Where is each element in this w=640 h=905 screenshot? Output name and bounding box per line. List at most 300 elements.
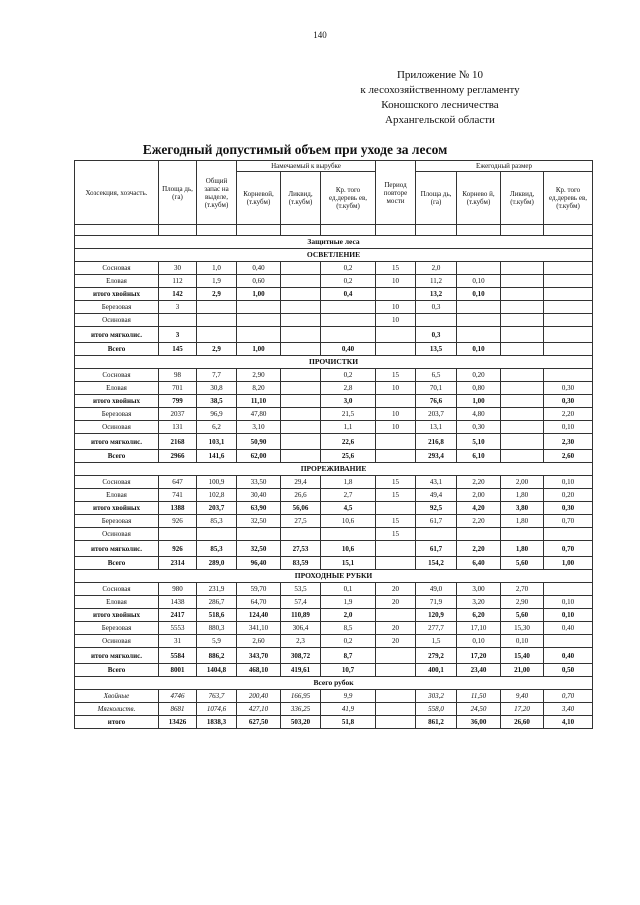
- table-cell: 0,1: [321, 583, 376, 596]
- table-cell: 0,30: [544, 395, 593, 408]
- table-cell: 880,3: [197, 622, 237, 635]
- table-cell: 647: [159, 476, 197, 489]
- table-cell: 0,30: [457, 421, 501, 434]
- table-cell: 15,40: [501, 648, 544, 664]
- table-cell: 503,20: [281, 716, 321, 729]
- table-cell: 0,10: [544, 476, 593, 489]
- table-cell: 166,95: [281, 690, 321, 703]
- table-cell: [544, 314, 593, 327]
- section-label: ОСВЕТЛЕНИЕ: [75, 249, 593, 262]
- table-cell: 1,80: [501, 489, 544, 502]
- table-cell: 15: [376, 528, 416, 541]
- table-cell: 0,10: [544, 596, 593, 609]
- table-cell: 286,7: [197, 596, 237, 609]
- table-cell: 27,53: [281, 541, 321, 557]
- table-cell: 306,4: [281, 622, 321, 635]
- header-spacer: [321, 225, 376, 236]
- table-row: [75, 434, 593, 450]
- section-label: ПРОРЕЖИВАНИЕ: [75, 463, 593, 476]
- table-row: [75, 622, 593, 635]
- table-cell: 0,2: [321, 262, 376, 275]
- appendix-line: Приложение № 10: [396, 69, 484, 81]
- table-cell: 343,70: [237, 648, 281, 664]
- table-cell: 64,70: [237, 596, 281, 609]
- header-liquid: Ликвид, (т.кубм): [281, 172, 321, 225]
- table-cell: [237, 327, 281, 343]
- table-row: [75, 635, 593, 648]
- table-cell: [501, 314, 544, 327]
- table-row: [75, 703, 593, 716]
- table-cell: [197, 301, 237, 314]
- header-annual-area: Площа дь, (га): [416, 172, 457, 225]
- row-label: Сосновая: [75, 583, 159, 596]
- table-cell: 8001: [159, 664, 197, 677]
- table-cell: 2,90: [237, 369, 281, 382]
- table-cell: 2,60: [237, 635, 281, 648]
- table-cell: 1,0: [197, 262, 237, 275]
- table-cell: 2,90: [501, 596, 544, 609]
- table-cell: 23,40: [457, 664, 501, 677]
- table-cell: 100,9: [197, 476, 237, 489]
- table-cell: 96,40: [237, 557, 281, 570]
- table-row: [75, 528, 593, 541]
- table-cell: [376, 716, 416, 729]
- table-cell: 6,20: [457, 609, 501, 622]
- table-cell: 10: [376, 275, 416, 288]
- table-cell: 0,2: [321, 275, 376, 288]
- table-cell: 2,00: [457, 489, 501, 502]
- table-cell: 154,2: [416, 557, 457, 570]
- table-row: [75, 369, 593, 382]
- row-label: Еловая: [75, 596, 159, 609]
- table-cell: 7,7: [197, 369, 237, 382]
- table-cell: 47,80: [237, 408, 281, 421]
- table-cell: 30: [159, 262, 197, 275]
- table-cell: 22,6: [321, 434, 376, 450]
- table-cell: [281, 395, 321, 408]
- table-cell: 2,0: [321, 609, 376, 622]
- table-cell: 2314: [159, 557, 197, 570]
- table-cell: 15,30: [501, 622, 544, 635]
- table-row: [75, 288, 593, 301]
- table-cell: 293,4: [416, 450, 457, 463]
- table-cell: 10: [376, 421, 416, 434]
- table-cell: 1074,6: [197, 703, 237, 716]
- table-cell: 2,70: [501, 583, 544, 596]
- table-cell: [321, 327, 376, 343]
- table-cell: [159, 528, 197, 541]
- header-incl: Кр. того ед.деревь ев, (т.кубм): [321, 172, 376, 225]
- table-cell: 1438: [159, 596, 197, 609]
- table-cell: 2,20: [457, 515, 501, 528]
- table-row: [75, 502, 593, 515]
- table-cell: 10,6: [321, 515, 376, 528]
- table-row: [75, 515, 593, 528]
- table-cell: 1,00: [237, 288, 281, 301]
- table-cell: 0,2: [321, 635, 376, 648]
- table-cell: [501, 275, 544, 288]
- table-row: [75, 690, 593, 703]
- table-cell: 926: [159, 515, 197, 528]
- table-cell: 15: [376, 262, 416, 275]
- table-cell: 92,5: [416, 502, 457, 515]
- table-cell: [501, 408, 544, 421]
- table-cell: 20: [376, 596, 416, 609]
- table-cell: 56,06: [281, 502, 321, 515]
- table-cell: 0,80: [457, 382, 501, 395]
- table-cell: [544, 275, 593, 288]
- table-cell: 3,40: [544, 703, 593, 716]
- table-body: [75, 236, 593, 729]
- table-cell: 32,50: [237, 515, 281, 528]
- table-row: [75, 395, 593, 408]
- table-cell: [501, 288, 544, 301]
- table-cell: 0,30: [544, 382, 593, 395]
- table-cell: 15: [376, 369, 416, 382]
- table-cell: 468,10: [237, 664, 281, 677]
- header-annual-incl: Кр. того ед.деревь ев, (т.кубм): [544, 172, 593, 225]
- row-label: Всего: [75, 450, 159, 463]
- table-cell: 3,20: [457, 596, 501, 609]
- header-annual: Ежегодный размер: [416, 161, 593, 172]
- table-cell: 85,3: [197, 541, 237, 557]
- table-cell: 341,10: [237, 622, 281, 635]
- table-cell: [321, 301, 376, 314]
- header-planned: Намечаемый к вырубке: [237, 161, 376, 172]
- table-cell: 6,5: [416, 369, 457, 382]
- table-cell: 303,2: [416, 690, 457, 703]
- header-hozsection: Хозсекция, хозчасть.: [75, 161, 159, 225]
- table-cell: 0,10: [457, 275, 501, 288]
- section-row: [75, 249, 593, 262]
- row-label: Еловая: [75, 382, 159, 395]
- table-cell: [281, 343, 321, 356]
- table-cell: 0,40: [321, 343, 376, 356]
- table-cell: [544, 343, 593, 356]
- table-cell: 11,10: [237, 395, 281, 408]
- table-cell: 24,50: [457, 703, 501, 716]
- table-cell: 76,6: [416, 395, 457, 408]
- table-cell: 112: [159, 275, 197, 288]
- table-cell: 120,9: [416, 609, 457, 622]
- table-cell: 0,40: [237, 262, 281, 275]
- table-cell: [501, 327, 544, 343]
- table-cell: 20: [376, 635, 416, 648]
- appendix-line: Коношского лесничества: [381, 99, 499, 111]
- table-cell: [281, 369, 321, 382]
- header-area: Площа дь, (га): [159, 161, 197, 225]
- header-spacer: [501, 225, 544, 236]
- table-cell: [457, 262, 501, 275]
- table-cell: 8681: [159, 703, 197, 716]
- table-cell: 0,10: [544, 609, 593, 622]
- table-cell: 0,40: [544, 622, 593, 635]
- table-cell: 0,70: [544, 515, 593, 528]
- table-cell: 31: [159, 635, 197, 648]
- page-number: 140: [313, 30, 327, 40]
- table-cell: 49,0: [416, 583, 457, 596]
- table-cell: 36,00: [457, 716, 501, 729]
- table-cell: [416, 528, 457, 541]
- table-cell: 50,90: [237, 434, 281, 450]
- table-cell: 10,7: [321, 664, 376, 677]
- table-cell: [376, 343, 416, 356]
- row-label: Еловая: [75, 275, 159, 288]
- table-cell: 8,5: [321, 622, 376, 635]
- table-cell: 102,8: [197, 489, 237, 502]
- table-cell: 10: [376, 382, 416, 395]
- table-cell: [457, 327, 501, 343]
- table-cell: 6,10: [457, 450, 501, 463]
- header-spacer: [457, 225, 501, 236]
- table-cell: 1,00: [237, 343, 281, 356]
- table-cell: 627,50: [237, 716, 281, 729]
- table-cell: [237, 314, 281, 327]
- table-cell: 4,20: [457, 502, 501, 515]
- table-cell: 11,50: [457, 690, 501, 703]
- table-cell: [159, 314, 197, 327]
- table-cell: [501, 343, 544, 356]
- table-cell: 53,5: [281, 583, 321, 596]
- appendix-line: Архангельской области: [385, 114, 495, 126]
- row-label: Осиновая: [75, 421, 159, 434]
- table-cell: 8,20: [237, 382, 281, 395]
- row-label: Осиновая: [75, 528, 159, 541]
- table-cell: 10: [376, 408, 416, 421]
- table-cell: 2037: [159, 408, 197, 421]
- table-cell: 20: [376, 583, 416, 596]
- table-cell: 145: [159, 343, 197, 356]
- table-cell: 57,4: [281, 596, 321, 609]
- section-row: [75, 677, 593, 690]
- row-label: Еловая: [75, 489, 159, 502]
- table-cell: 10: [376, 314, 416, 327]
- table-cell: 0,10: [544, 421, 593, 434]
- table-cell: 0,10: [457, 288, 501, 301]
- table-cell: 5553: [159, 622, 197, 635]
- table-cell: 25,6: [321, 450, 376, 463]
- table-cell: 926: [159, 541, 197, 557]
- table-cell: [501, 528, 544, 541]
- table-cell: 1,1: [321, 421, 376, 434]
- table-cell: 33,50: [237, 476, 281, 489]
- table-cell: 85,3: [197, 515, 237, 528]
- table-cell: 3,10: [237, 421, 281, 434]
- table-cell: [544, 528, 593, 541]
- section-label: ПРОХОДНЫЕ РУБКИ: [75, 570, 593, 583]
- row-label: итого хвойных: [75, 395, 159, 408]
- table-cell: 62,00: [237, 450, 281, 463]
- table-cell: 0,4: [321, 288, 376, 301]
- table-cell: 2966: [159, 450, 197, 463]
- table-cell: 289,0: [197, 557, 237, 570]
- table-cell: 200,40: [237, 690, 281, 703]
- table-cell: [321, 314, 376, 327]
- table-cell: 0,10: [457, 343, 501, 356]
- header-stock: Общий запас на выделе, (т.кубм): [197, 161, 237, 225]
- section-row: [75, 236, 593, 249]
- table-cell: 13,5: [416, 343, 457, 356]
- table-cell: [376, 327, 416, 343]
- table-cell: [376, 690, 416, 703]
- header-annual-liquid: Ликвид, (т.кубм): [501, 172, 544, 225]
- table-cell: 2,3: [281, 635, 321, 648]
- table-cell: 1,9: [197, 275, 237, 288]
- table-cell: 308,72: [281, 648, 321, 664]
- table-cell: 61,7: [416, 515, 457, 528]
- header-annual-root: Корнево й, (т.кубм): [457, 172, 501, 225]
- table-cell: 26,6: [281, 489, 321, 502]
- table-cell: [544, 635, 593, 648]
- row-label: Сосновая: [75, 476, 159, 489]
- row-label: итого мягколис.: [75, 434, 159, 450]
- row-label: итого мягколис.: [75, 327, 159, 343]
- table-cell: 799: [159, 395, 197, 408]
- table-row: [75, 382, 593, 395]
- table-cell: 4,10: [544, 716, 593, 729]
- row-label: Всего: [75, 664, 159, 677]
- table-cell: 29,4: [281, 476, 321, 489]
- appendix-line: к лесохозяйственному регламенту: [360, 84, 520, 96]
- header-spacer: [75, 225, 159, 236]
- table-cell: [281, 450, 321, 463]
- table-cell: 71,9: [416, 596, 457, 609]
- table-row: [75, 596, 593, 609]
- table-cell: 61,7: [416, 541, 457, 557]
- table-cell: 15: [376, 515, 416, 528]
- table-cell: 17,10: [457, 622, 501, 635]
- table-cell: 2417: [159, 609, 197, 622]
- table-cell: [376, 703, 416, 716]
- table-cell: 0,3: [416, 327, 457, 343]
- header-spacer: [159, 225, 197, 236]
- table-cell: [376, 648, 416, 664]
- table-cell: 2,00: [501, 476, 544, 489]
- row-label: Березовая: [75, 622, 159, 635]
- table-cell: 741: [159, 489, 197, 502]
- table-cell: 2,20: [544, 408, 593, 421]
- table-cell: [281, 262, 321, 275]
- table-cell: 5,10: [457, 434, 501, 450]
- table-cell: [281, 528, 321, 541]
- table-cell: 83,59: [281, 557, 321, 570]
- table-cell: [501, 421, 544, 434]
- table-cell: 2,8: [321, 382, 376, 395]
- table-cell: 21,00: [501, 664, 544, 677]
- table-cell: [501, 369, 544, 382]
- table-cell: 30,8: [197, 382, 237, 395]
- table-cell: 3,00: [457, 583, 501, 596]
- table-cell: [376, 395, 416, 408]
- table-cell: 1404,8: [197, 664, 237, 677]
- table-cell: 1,5: [416, 635, 457, 648]
- table-cell: 142: [159, 288, 197, 301]
- table-cell: 886,2: [197, 648, 237, 664]
- table-cell: [501, 395, 544, 408]
- table-cell: 400,1: [416, 664, 457, 677]
- table-cell: 1,8: [321, 476, 376, 489]
- table-cell: 63,90: [237, 502, 281, 515]
- table-cell: 279,2: [416, 648, 457, 664]
- table-cell: [281, 314, 321, 327]
- table-cell: [281, 421, 321, 434]
- table-cell: [544, 583, 593, 596]
- table-cell: 6,40: [457, 557, 501, 570]
- table-cell: 59,70: [237, 583, 281, 596]
- table-cell: 2,9: [197, 288, 237, 301]
- table-cell: 9,40: [501, 690, 544, 703]
- table-cell: 17,20: [501, 703, 544, 716]
- table-cell: [457, 528, 501, 541]
- table-cell: [501, 262, 544, 275]
- row-label: Березовая: [75, 301, 159, 314]
- table-cell: 8,7: [321, 648, 376, 664]
- table-cell: 10,6: [321, 541, 376, 557]
- table-cell: 38,5: [197, 395, 237, 408]
- table-cell: [281, 327, 321, 343]
- table-cell: 9,9: [321, 690, 376, 703]
- table-cell: [281, 301, 321, 314]
- table-cell: 4,80: [457, 408, 501, 421]
- table-cell: 0,50: [544, 664, 593, 677]
- header-spacer: [281, 225, 321, 236]
- row-label: Хвойные: [75, 690, 159, 703]
- table-row: [75, 609, 593, 622]
- table-row: [75, 450, 593, 463]
- table-cell: 216,8: [416, 434, 457, 450]
- row-label: итого мягколис.: [75, 541, 159, 557]
- table-cell: 11,2: [416, 275, 457, 288]
- table-cell: [281, 382, 321, 395]
- section-row: [75, 463, 593, 476]
- table-cell: 5,9: [197, 635, 237, 648]
- table-cell: 4746: [159, 690, 197, 703]
- table-cell: 70,1: [416, 382, 457, 395]
- row-label: итого мягколис.: [75, 648, 159, 664]
- table-cell: [501, 382, 544, 395]
- header-period: Период повторе мости: [376, 161, 416, 225]
- table-cell: 2,7: [321, 489, 376, 502]
- table-cell: 861,2: [416, 716, 457, 729]
- section-label: Защитные леса: [75, 236, 593, 249]
- table-cell: 2168: [159, 434, 197, 450]
- section-label: Всего рубок: [75, 677, 593, 690]
- table-cell: 15: [376, 476, 416, 489]
- table-cell: [237, 528, 281, 541]
- table-cell: 0,2: [321, 369, 376, 382]
- table-cell: 3,0: [321, 395, 376, 408]
- row-label: итого хвойных: [75, 288, 159, 301]
- table-cell: 98: [159, 369, 197, 382]
- table-cell: 21,5: [321, 408, 376, 421]
- table-cell: 3,80: [501, 502, 544, 515]
- table-cell: 96,9: [197, 408, 237, 421]
- table-cell: 103,1: [197, 434, 237, 450]
- table-cell: 4,5: [321, 502, 376, 515]
- table-cell: [376, 288, 416, 301]
- table-row: [75, 583, 593, 596]
- table-cell: 15,1: [321, 557, 376, 570]
- table-cell: [376, 557, 416, 570]
- table-cell: 0,3: [416, 301, 457, 314]
- table-cell: 2,30: [544, 434, 593, 450]
- table-row: [75, 489, 593, 502]
- row-label: Мягколиств.: [75, 703, 159, 716]
- table-cell: 41,9: [321, 703, 376, 716]
- table-cell: 10: [376, 301, 416, 314]
- table-cell: [376, 450, 416, 463]
- header-spacer: [416, 225, 457, 236]
